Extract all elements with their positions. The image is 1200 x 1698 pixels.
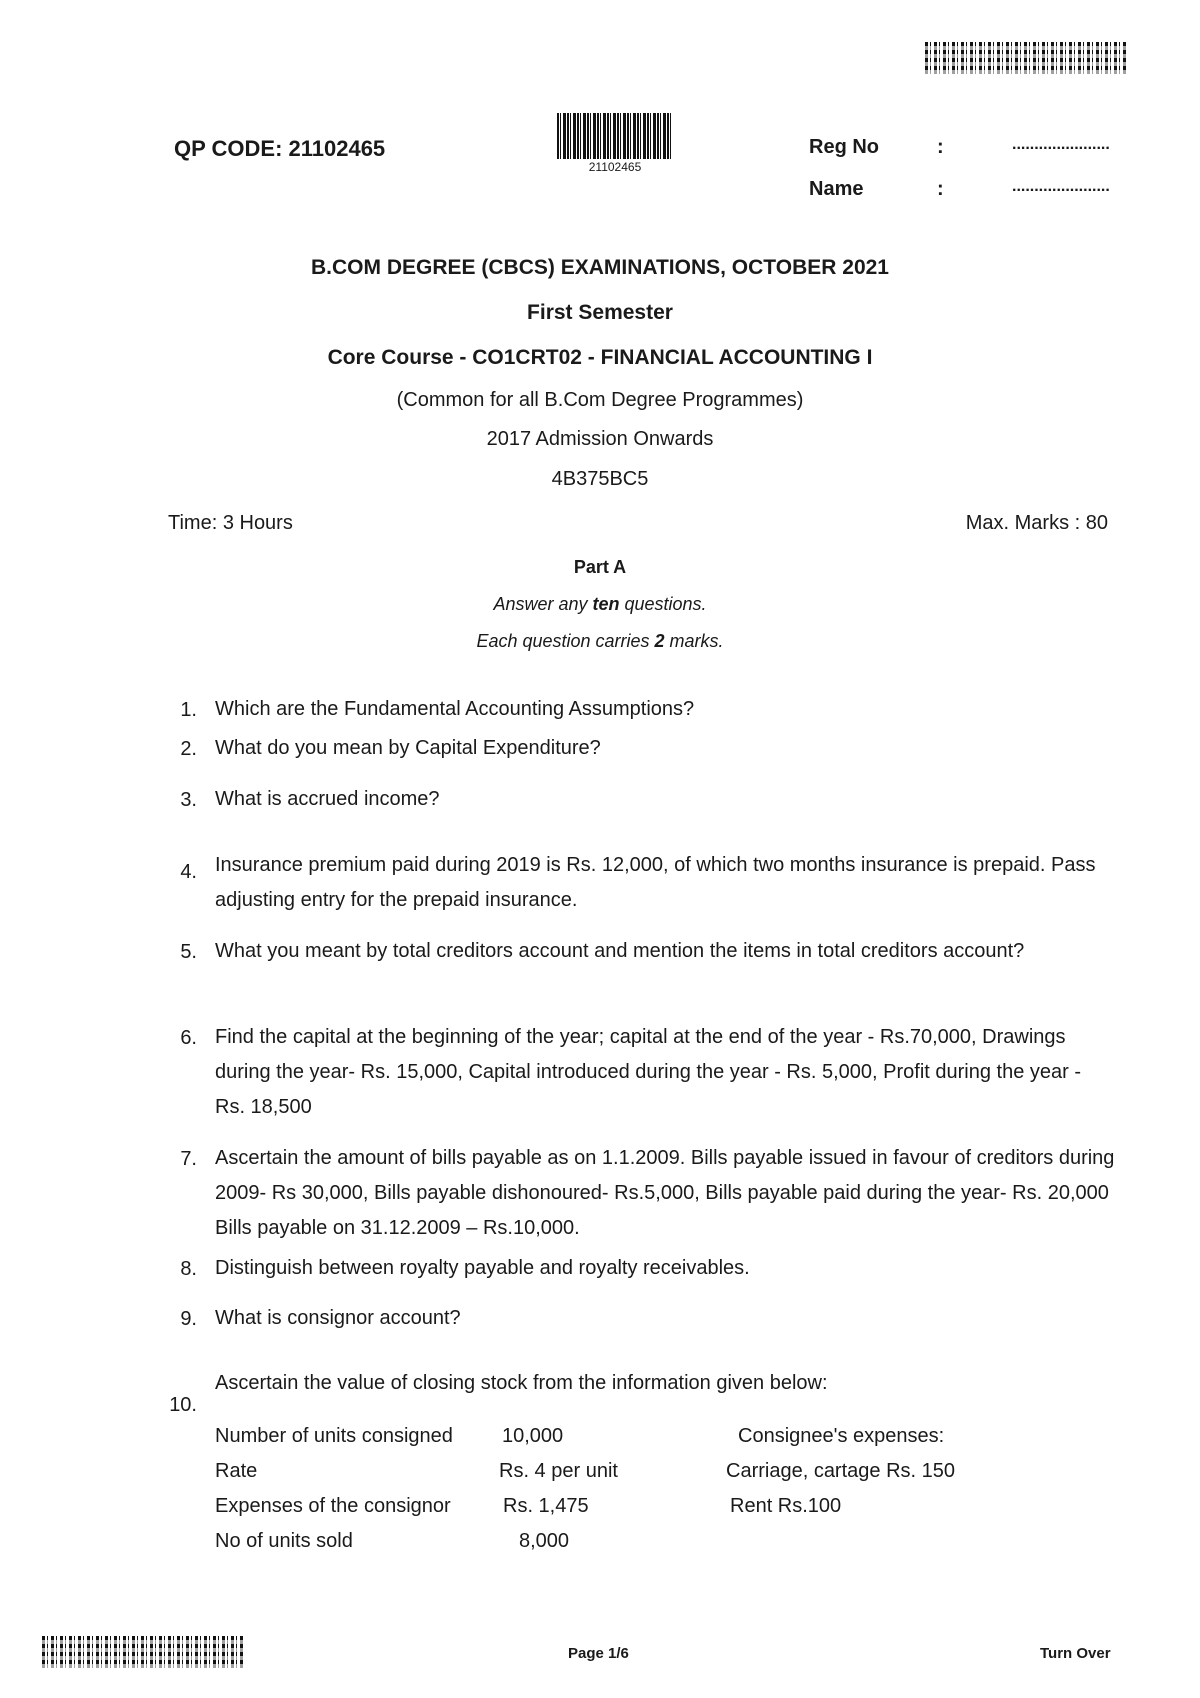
question-text: Which are the Fundamental Accounting Assumptions? xyxy=(215,698,695,720)
top-right-barcode xyxy=(925,42,1128,74)
table-cell: Carriage, cartage Rs. 150 xyxy=(726,1460,956,1482)
page-number: Page 1/6 xyxy=(568,1645,629,1662)
table-cell: Rs. 1,475 xyxy=(503,1495,589,1517)
max-marks: Max. Marks : 80 xyxy=(965,512,1108,534)
table-cell: No of units sold xyxy=(215,1530,353,1552)
instr2-post: marks. xyxy=(664,631,724,651)
question-number: 5. xyxy=(180,941,197,963)
question-number: 10. xyxy=(169,1394,197,1416)
instr2-pre: Each question carries xyxy=(476,631,655,651)
reg-no-label: Reg No xyxy=(809,136,879,158)
table-cell: Consignee's expenses: xyxy=(738,1425,945,1447)
question-text: Find the capital at the beginning of the year; capital at the end of the year - Rs.70,000, Drawings during the year- Rs. 15,000, Capital introduced during the year - Rs. 5,000, Profit during the year - Rs. 18,500 xyxy=(215,1026,1082,1118)
exam-title: B.COM DEGREE (CBCS) EXAMINATIONS, OCTOBER 2021 xyxy=(311,256,889,279)
course-title: Core Course - CO1CRT02 - FINANCIAL ACCOUNTING I xyxy=(327,346,873,369)
question-number: 2. xyxy=(180,738,197,760)
question-text: What is accrued income? xyxy=(215,788,440,810)
part-title: Part A xyxy=(573,557,627,577)
instr2-bold: 2 xyxy=(654,631,665,651)
question-text: What is consignor account? xyxy=(215,1307,461,1329)
table-cell: Rent Rs.100 xyxy=(730,1495,842,1517)
question-text: What you meant by total creditors account and mention the items in total creditors account? xyxy=(215,940,1025,962)
question-text: Ascertain the value of closing stock from the information given below: xyxy=(215,1372,828,1394)
paper-code: 4B375BC5 xyxy=(551,468,649,490)
table-cell: Rate xyxy=(215,1460,258,1482)
table-cell: 8,000 xyxy=(519,1530,570,1552)
reg-no-colon: : xyxy=(937,136,944,158)
question-number: 6. xyxy=(180,1027,197,1049)
reg-no-field: ...................... xyxy=(1012,136,1110,153)
table-cell: Rs. 4 per unit xyxy=(499,1460,618,1482)
instr1-bold: ten xyxy=(592,594,620,614)
question-number: 8. xyxy=(180,1258,197,1280)
instr1-pre: Answer any xyxy=(493,594,593,614)
question-number: 1. xyxy=(180,699,197,721)
bottom-left-barcode xyxy=(42,1636,245,1668)
question-number: 9. xyxy=(180,1308,197,1330)
part-instruction-2 xyxy=(0,631,1200,652)
table-cell: Expenses of the consignor xyxy=(215,1495,451,1517)
qp-barcode xyxy=(557,113,673,159)
part-instruction-1 xyxy=(0,594,1200,615)
question-number: 7. xyxy=(180,1148,197,1170)
common-note: (Common for all B.Com Degree Programmes) xyxy=(396,389,804,411)
question-number: 3. xyxy=(180,789,197,811)
question-text: Distinguish between royalty payable and royalty receivables. xyxy=(215,1257,750,1279)
qp-code: QP CODE: 21102465 xyxy=(174,136,386,161)
name-field: ...................... xyxy=(1012,178,1110,195)
name-label: Name xyxy=(809,178,864,200)
turn-over: Turn Over xyxy=(1040,1645,1111,1662)
barcode-number: 21102465 xyxy=(588,160,642,174)
question-text: What do you mean by Capital Expenditure? xyxy=(215,737,601,759)
semester: First Semester xyxy=(527,301,673,324)
question-text: Ascertain the amount of bills payable as on 1.1.2009. Bills payable issued in favour of creditors during 2009- Rs 30,000, Bills payable dishonoured- Rs.5,000, Bills payable paid during the year- Rs. 20,000 Bills payable on 31.12.2009 – Rs.10,000. xyxy=(215,1147,1115,1239)
question-text: Insurance premium paid during 2019 is Rs. 12,000, of which two months insurance is prepaid. Pass adjusting entry for the prepaid insurance. xyxy=(215,854,1096,911)
admission-note: 2017 Admission Onwards xyxy=(486,428,714,450)
table-cell: 10,000 xyxy=(502,1425,564,1447)
table-cell: Number of units consigned xyxy=(215,1425,453,1447)
name-colon: : xyxy=(937,178,944,200)
time-label: Time: 3 Hours xyxy=(168,512,293,534)
instr1-post: questions. xyxy=(619,594,707,614)
question-number: 4. xyxy=(180,861,197,883)
